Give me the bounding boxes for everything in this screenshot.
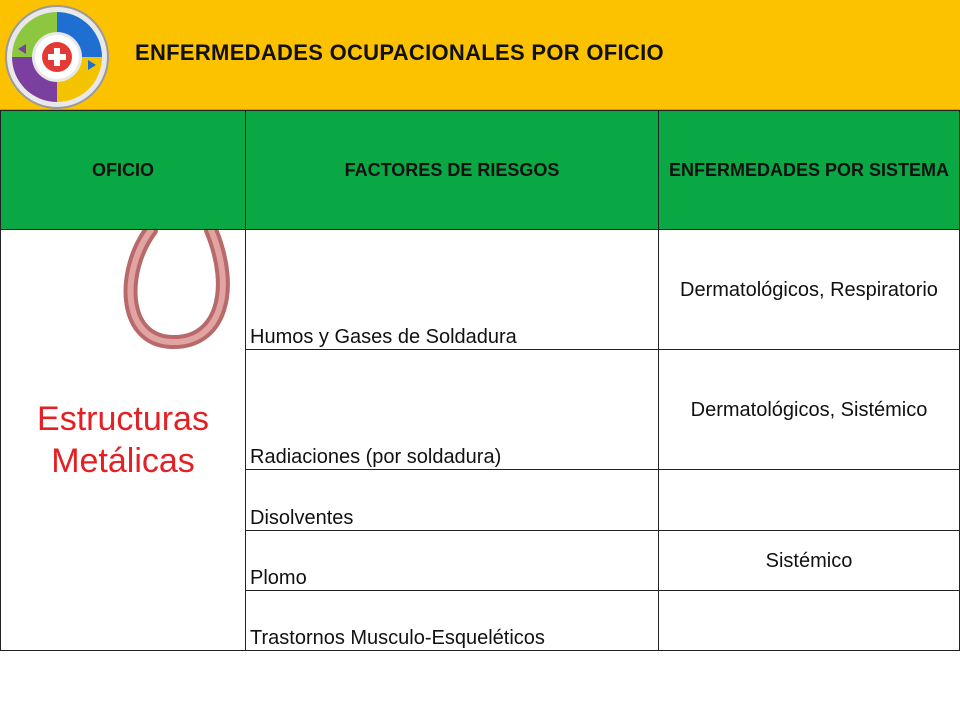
system-cell xyxy=(658,349,960,470)
rope-loop-icon xyxy=(111,230,246,350)
system-text: Sistémico xyxy=(765,549,853,572)
title-banner xyxy=(0,0,960,110)
system-cell xyxy=(658,530,960,591)
risk-factor-cell xyxy=(245,530,659,591)
system-text: Dermatológicos, Sistémico xyxy=(690,398,928,421)
page-title: ENFERMEDADES OCUPACIONALES POR OFICIO xyxy=(135,40,664,65)
risk-factor-cell xyxy=(245,469,659,531)
column-header-factores: FACTORES DE RIESGOS xyxy=(245,110,659,230)
system-cell xyxy=(658,229,960,350)
oficio-cell xyxy=(0,229,246,651)
diseases-table xyxy=(0,110,960,651)
risk-factor-text: Disolventes xyxy=(250,507,354,529)
system-text: Dermatológicos, Respiratorio xyxy=(680,278,938,301)
column-header-oficio: OFICIO xyxy=(0,110,246,230)
risk-factor-text: Humos y Gases de Soldadura xyxy=(250,326,517,348)
risk-factor-cell xyxy=(245,349,659,470)
risk-factor-cell xyxy=(245,229,659,350)
risk-factor-text: Trastornos Musculo-Esqueléticos xyxy=(250,627,545,649)
system-cell xyxy=(658,469,960,531)
risk-factor-cell xyxy=(245,590,659,651)
system-cell xyxy=(658,590,960,651)
health-cycle-logo-icon xyxy=(4,4,110,110)
risk-factor-text: Plomo xyxy=(250,567,307,589)
column-header-enfermedades: ENFERMEDADES POR SISTEMA xyxy=(658,110,960,230)
risk-factor-text: Radiaciones (por soldadura) xyxy=(250,446,502,468)
oficio-label: Estructuras Metálicas xyxy=(37,400,209,480)
